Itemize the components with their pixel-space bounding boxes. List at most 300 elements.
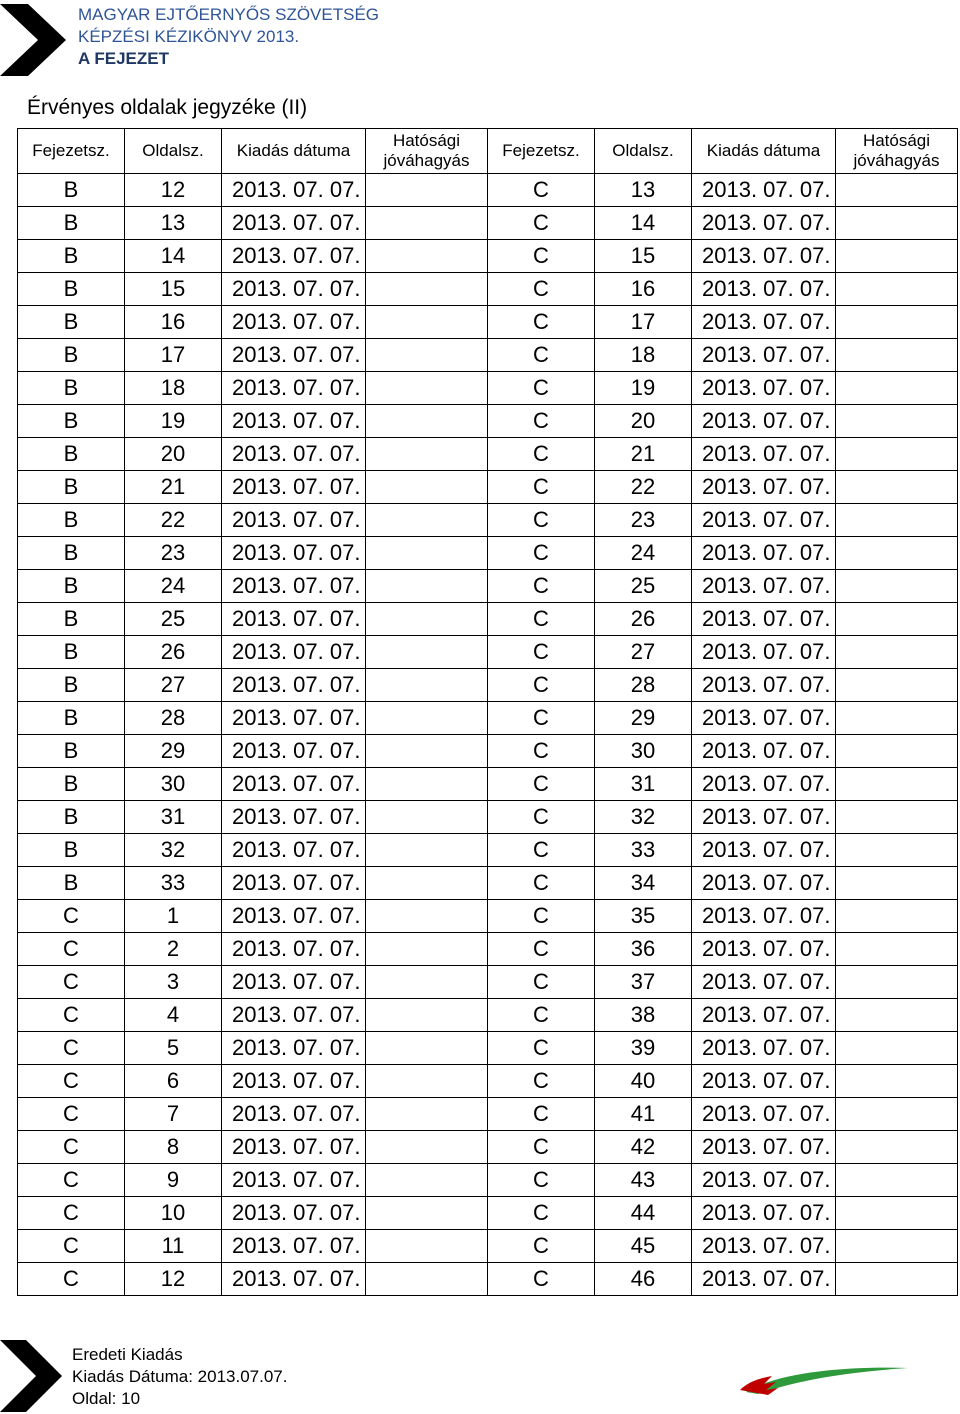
date-cell: 2013. 07. 07. xyxy=(692,702,836,735)
date-cell: 2013. 07. 07. xyxy=(692,537,836,570)
table-row xyxy=(18,669,958,702)
header-chapter: A FEJEZET xyxy=(78,49,169,68)
page-cell: 39 xyxy=(595,1032,692,1065)
page-cell: 46 xyxy=(595,1263,692,1296)
chapter-cell: C xyxy=(488,339,595,372)
approval-cell xyxy=(836,1230,958,1263)
date-cell: 2013. 07. 07. xyxy=(222,306,366,339)
date-cell: 2013. 07. 07. xyxy=(222,240,366,273)
chapter-cell: C xyxy=(488,1164,595,1197)
approval-cell xyxy=(366,372,488,405)
chapter-cell: C xyxy=(488,537,595,570)
date-cell: 2013. 07. 07. xyxy=(222,603,366,636)
date-cell: 2013. 07. 07. xyxy=(692,570,836,603)
chapter-cell: B xyxy=(18,207,125,240)
date-cell: 2013. 07. 07. xyxy=(692,372,836,405)
approval-cell xyxy=(836,471,958,504)
chapter-cell: B xyxy=(18,702,125,735)
approval-cell xyxy=(836,1065,958,1098)
chapter-cell: C xyxy=(488,735,595,768)
chapter-cell: C xyxy=(488,966,595,999)
chapter-cell: C xyxy=(18,999,125,1032)
page-cell: 1 xyxy=(125,900,222,933)
approval-cell xyxy=(366,669,488,702)
approval-cell xyxy=(836,966,958,999)
table-row xyxy=(18,735,958,768)
page-cell: 12 xyxy=(125,174,222,207)
date-cell: 2013. 07. 07. xyxy=(222,636,366,669)
approval-cell xyxy=(836,933,958,966)
date-cell: 2013. 07. 07. xyxy=(692,900,836,933)
approval-cell xyxy=(836,867,958,900)
approval-cell xyxy=(366,1164,488,1197)
date-cell: 2013. 07. 07. xyxy=(222,537,366,570)
table-row xyxy=(18,801,958,834)
page-cell: 44 xyxy=(595,1197,692,1230)
page-cell: 7 xyxy=(125,1098,222,1131)
date-cell: 2013. 07. 07. xyxy=(222,933,366,966)
page-cell: 12 xyxy=(125,1263,222,1296)
chapter-cell: C xyxy=(18,1098,125,1131)
date-cell: 2013. 07. 07. xyxy=(222,1197,366,1230)
table-row xyxy=(18,174,958,207)
approval-cell xyxy=(366,240,488,273)
approval-cell xyxy=(836,438,958,471)
date-cell: 2013. 07. 07. xyxy=(222,1164,366,1197)
chapter-cell: C xyxy=(18,1065,125,1098)
page-cell: 21 xyxy=(125,471,222,504)
table-row xyxy=(18,867,958,900)
column-header: Hatósági jóváhagyás xyxy=(366,129,488,174)
footer-date: Kiadás Dátuma: 2013.07.07. xyxy=(72,1367,288,1386)
page-cell: 40 xyxy=(595,1065,692,1098)
page-cell: 38 xyxy=(595,999,692,1032)
chapter-cell: C xyxy=(488,471,595,504)
date-cell: 2013. 07. 07. xyxy=(222,1032,366,1065)
page-cell: 23 xyxy=(595,504,692,537)
page-title: Érvényes oldalak jegyzéke (II) xyxy=(27,96,308,119)
date-cell: 2013. 07. 07. xyxy=(222,174,366,207)
page-cell: 29 xyxy=(595,702,692,735)
page-cell: 8 xyxy=(125,1131,222,1164)
page-cell: 9 xyxy=(125,1164,222,1197)
table-row xyxy=(18,966,958,999)
approval-cell xyxy=(836,174,958,207)
date-cell: 2013. 07. 07. xyxy=(692,867,836,900)
date-cell: 2013. 07. 07. xyxy=(692,1164,836,1197)
chapter-cell: C xyxy=(18,966,125,999)
approval-cell xyxy=(366,834,488,867)
table-row xyxy=(18,768,958,801)
approval-cell xyxy=(836,405,958,438)
table-row xyxy=(18,603,958,636)
document-footer xyxy=(72,1344,287,1410)
chapter-cell: C xyxy=(488,933,595,966)
chapter-cell: B xyxy=(18,570,125,603)
page-cell: 27 xyxy=(125,669,222,702)
chapter-cell: C xyxy=(18,1164,125,1197)
date-cell: 2013. 07. 07. xyxy=(692,834,836,867)
date-cell: 2013. 07. 07. xyxy=(222,1065,366,1098)
date-cell: 2013. 07. 07. xyxy=(692,273,836,306)
chapter-cell: C xyxy=(18,1032,125,1065)
page-cell: 27 xyxy=(595,636,692,669)
chapter-cell: C xyxy=(488,174,595,207)
date-cell: 2013. 07. 07. xyxy=(222,966,366,999)
approval-cell xyxy=(366,900,488,933)
approval-cell xyxy=(836,1032,958,1065)
page-cell: 33 xyxy=(595,834,692,867)
date-cell: 2013. 07. 07. xyxy=(692,966,836,999)
approval-cell xyxy=(836,273,958,306)
page-cell: 41 xyxy=(595,1098,692,1131)
approval-cell xyxy=(836,1164,958,1197)
page-cell: 19 xyxy=(125,405,222,438)
approval-cell xyxy=(366,867,488,900)
page-cell: 26 xyxy=(125,636,222,669)
page-cell: 24 xyxy=(595,537,692,570)
chapter-cell: C xyxy=(18,900,125,933)
chapter-cell: C xyxy=(488,1098,595,1131)
date-cell: 2013. 07. 07. xyxy=(692,471,836,504)
table-row xyxy=(18,504,958,537)
chapter-cell: B xyxy=(18,471,125,504)
page-cell: 16 xyxy=(595,273,692,306)
page-cell: 31 xyxy=(125,801,222,834)
page-cell: 10 xyxy=(125,1197,222,1230)
chapter-cell: C xyxy=(488,570,595,603)
page-cell: 13 xyxy=(125,207,222,240)
date-cell: 2013. 07. 07. xyxy=(692,240,836,273)
chapter-cell: C xyxy=(488,834,595,867)
approval-cell xyxy=(366,570,488,603)
page-cell: 22 xyxy=(595,471,692,504)
page-cell: 19 xyxy=(595,372,692,405)
column-header: Kiadás dátuma xyxy=(692,129,836,174)
chapter-cell: C xyxy=(488,900,595,933)
table-row xyxy=(18,273,958,306)
chapter-cell: C xyxy=(488,636,595,669)
page-cell: 32 xyxy=(125,834,222,867)
page-cell: 18 xyxy=(595,339,692,372)
approval-cell xyxy=(366,1098,488,1131)
date-cell: 2013. 07. 07. xyxy=(692,174,836,207)
chevron-logo-icon xyxy=(0,1340,62,1412)
chapter-cell: C xyxy=(18,933,125,966)
date-cell: 2013. 07. 07. xyxy=(222,867,366,900)
chapter-cell: B xyxy=(18,537,125,570)
chapter-cell: B xyxy=(18,504,125,537)
date-cell: 2013. 07. 07. xyxy=(692,933,836,966)
date-cell: 2013. 07. 07. xyxy=(692,636,836,669)
chapter-cell: B xyxy=(18,801,125,834)
approval-cell xyxy=(366,1230,488,1263)
chapter-cell: B xyxy=(18,240,125,273)
approval-cell xyxy=(836,702,958,735)
table-row xyxy=(18,834,958,867)
chapter-cell: C xyxy=(488,405,595,438)
chapter-cell: C xyxy=(488,504,595,537)
approval-cell xyxy=(366,603,488,636)
chapter-cell: C xyxy=(488,1230,595,1263)
page-cell: 32 xyxy=(595,801,692,834)
page-cell: 30 xyxy=(595,735,692,768)
approval-cell xyxy=(836,636,958,669)
approval-cell xyxy=(836,1098,958,1131)
approval-cell xyxy=(366,438,488,471)
chapter-cell: B xyxy=(18,306,125,339)
chapter-cell: C xyxy=(488,1065,595,1098)
date-cell: 2013. 07. 07. xyxy=(222,834,366,867)
approval-cell xyxy=(366,1065,488,1098)
table-row xyxy=(18,1197,958,1230)
date-cell: 2013. 07. 07. xyxy=(222,405,366,438)
chapter-cell: C xyxy=(488,306,595,339)
date-cell: 2013. 07. 07. xyxy=(692,999,836,1032)
chapter-cell: C xyxy=(18,1263,125,1296)
chapter-cell: C xyxy=(488,702,595,735)
page-cell: 15 xyxy=(125,273,222,306)
date-cell: 2013. 07. 07. xyxy=(222,471,366,504)
column-header: Kiadás dátuma xyxy=(222,129,366,174)
page-cell: 45 xyxy=(595,1230,692,1263)
chapter-cell: B xyxy=(18,405,125,438)
document-header xyxy=(78,4,379,70)
chapter-cell: B xyxy=(18,735,125,768)
page-cell: 17 xyxy=(125,339,222,372)
approval-cell xyxy=(836,834,958,867)
table-row xyxy=(18,207,958,240)
approval-cell xyxy=(836,1263,958,1296)
date-cell: 2013. 07. 07. xyxy=(222,1131,366,1164)
page-cell: 13 xyxy=(595,174,692,207)
page-cell: 28 xyxy=(125,702,222,735)
chapter-cell: C xyxy=(18,1131,125,1164)
table-row xyxy=(18,570,958,603)
column-header: Oldalsz. xyxy=(595,129,692,174)
chapter-cell: C xyxy=(488,273,595,306)
chapter-cell: C xyxy=(488,1032,595,1065)
date-cell: 2013. 07. 07. xyxy=(692,306,836,339)
approval-cell xyxy=(366,801,488,834)
page-cell: 20 xyxy=(595,405,692,438)
approval-cell xyxy=(366,174,488,207)
chapter-cell: C xyxy=(488,669,595,702)
chapter-cell: C xyxy=(488,207,595,240)
column-header: Fejezetsz. xyxy=(18,129,125,174)
approval-cell xyxy=(836,372,958,405)
date-cell: 2013. 07. 07. xyxy=(222,1230,366,1263)
approval-cell xyxy=(366,1263,488,1296)
table-row xyxy=(18,537,958,570)
table-row xyxy=(18,900,958,933)
approval-cell xyxy=(836,900,958,933)
chapter-cell: C xyxy=(488,1263,595,1296)
page-cell: 36 xyxy=(595,933,692,966)
table-row xyxy=(18,1230,958,1263)
approval-cell xyxy=(366,471,488,504)
approval-cell xyxy=(836,999,958,1032)
date-cell: 2013. 07. 07. xyxy=(222,702,366,735)
chapter-cell: B xyxy=(18,603,125,636)
date-cell: 2013. 07. 07. xyxy=(222,570,366,603)
page-cell: 4 xyxy=(125,999,222,1032)
page-cell: 16 xyxy=(125,306,222,339)
chapter-cell: C xyxy=(488,999,595,1032)
page-cell: 29 xyxy=(125,735,222,768)
date-cell: 2013. 07. 07. xyxy=(692,603,836,636)
approval-cell xyxy=(366,339,488,372)
date-cell: 2013. 07. 07. xyxy=(222,999,366,1032)
page-cell: 31 xyxy=(595,768,692,801)
page-cell: 14 xyxy=(125,240,222,273)
page-cell: 43 xyxy=(595,1164,692,1197)
page-cell: 25 xyxy=(125,603,222,636)
table-header-row xyxy=(18,129,958,174)
page-cell: 33 xyxy=(125,867,222,900)
column-header: Hatósági jóváhagyás xyxy=(836,129,958,174)
page-cell: 37 xyxy=(595,966,692,999)
date-cell: 2013. 07. 07. xyxy=(692,1065,836,1098)
date-cell: 2013. 07. 07. xyxy=(692,1131,836,1164)
page-cell: 20 xyxy=(125,438,222,471)
table-row xyxy=(18,339,958,372)
date-cell: 2013. 07. 07. xyxy=(692,768,836,801)
table-row xyxy=(18,1032,958,1065)
table-row xyxy=(18,1065,958,1098)
approval-cell xyxy=(836,735,958,768)
date-cell: 2013. 07. 07. xyxy=(222,438,366,471)
date-cell: 2013. 07. 07. xyxy=(692,1263,836,1296)
chapter-cell: C xyxy=(488,240,595,273)
approval-cell xyxy=(366,933,488,966)
chapter-cell: C xyxy=(488,1197,595,1230)
page-cell: 26 xyxy=(595,603,692,636)
chapter-cell: C xyxy=(488,867,595,900)
page-cell: 6 xyxy=(125,1065,222,1098)
page-cell: 42 xyxy=(595,1131,692,1164)
date-cell: 2013. 07. 07. xyxy=(222,339,366,372)
column-header: Oldalsz. xyxy=(125,129,222,174)
approval-cell xyxy=(366,735,488,768)
date-cell: 2013. 07. 07. xyxy=(692,801,836,834)
approval-cell xyxy=(366,999,488,1032)
date-cell: 2013. 07. 07. xyxy=(222,1098,366,1131)
approval-cell xyxy=(366,702,488,735)
date-cell: 2013. 07. 07. xyxy=(692,1197,836,1230)
column-header: Fejezetsz. xyxy=(488,129,595,174)
page-cell: 14 xyxy=(595,207,692,240)
date-cell: 2013. 07. 07. xyxy=(222,504,366,537)
page-cell: 3 xyxy=(125,966,222,999)
chapter-cell: B xyxy=(18,768,125,801)
page-cell: 2 xyxy=(125,933,222,966)
page-cell: 17 xyxy=(595,306,692,339)
approval-cell xyxy=(836,537,958,570)
date-cell: 2013. 07. 07. xyxy=(222,273,366,306)
chapter-cell: C xyxy=(488,438,595,471)
date-cell: 2013. 07. 07. xyxy=(222,735,366,768)
date-cell: 2013. 07. 07. xyxy=(692,669,836,702)
chapter-cell: B xyxy=(18,636,125,669)
approval-cell xyxy=(836,768,958,801)
approval-cell xyxy=(366,966,488,999)
approval-cell xyxy=(366,306,488,339)
page-cell: 34 xyxy=(595,867,692,900)
chapter-cell: C xyxy=(488,801,595,834)
chapter-cell: B xyxy=(18,438,125,471)
chapter-cell: B xyxy=(18,273,125,306)
approval-cell xyxy=(366,504,488,537)
approval-cell xyxy=(836,240,958,273)
page-cell: 18 xyxy=(125,372,222,405)
table-row xyxy=(18,306,958,339)
date-cell: 2013. 07. 07. xyxy=(692,1032,836,1065)
page-cell: 25 xyxy=(595,570,692,603)
table-body xyxy=(18,174,958,1296)
chapter-cell: B xyxy=(18,867,125,900)
approval-cell xyxy=(836,1197,958,1230)
swoosh-emblem-icon xyxy=(738,1362,910,1398)
page-cell: 30 xyxy=(125,768,222,801)
page-cell: 24 xyxy=(125,570,222,603)
approval-cell xyxy=(836,1131,958,1164)
page-cell: 15 xyxy=(595,240,692,273)
approval-cell xyxy=(366,405,488,438)
chapter-cell: B xyxy=(18,669,125,702)
table-row xyxy=(18,636,958,669)
approval-cell xyxy=(366,537,488,570)
table-row xyxy=(18,999,958,1032)
chapter-cell: B xyxy=(18,174,125,207)
approval-cell xyxy=(836,504,958,537)
table-row xyxy=(18,471,958,504)
date-cell: 2013. 07. 07. xyxy=(692,735,836,768)
chapter-cell: C xyxy=(488,603,595,636)
chapter-cell: B xyxy=(18,339,125,372)
approval-cell xyxy=(836,669,958,702)
date-cell: 2013. 07. 07. xyxy=(222,372,366,405)
table-row xyxy=(18,1131,958,1164)
date-cell: 2013. 07. 07. xyxy=(692,1098,836,1131)
table-row xyxy=(18,372,958,405)
approval-cell xyxy=(366,636,488,669)
approval-cell xyxy=(836,207,958,240)
table-row xyxy=(18,1098,958,1131)
date-cell: 2013. 07. 07. xyxy=(692,405,836,438)
approval-cell xyxy=(366,207,488,240)
approval-cell xyxy=(366,1131,488,1164)
date-cell: 2013. 07. 07. xyxy=(222,801,366,834)
page-cell: 21 xyxy=(595,438,692,471)
approval-cell xyxy=(366,768,488,801)
page-cell: 22 xyxy=(125,504,222,537)
date-cell: 2013. 07. 07. xyxy=(222,900,366,933)
table-row xyxy=(18,702,958,735)
approval-cell xyxy=(836,603,958,636)
approval-cell xyxy=(836,339,958,372)
date-cell: 2013. 07. 07. xyxy=(692,1230,836,1263)
chapter-cell: B xyxy=(18,372,125,405)
approval-cell xyxy=(836,801,958,834)
page-cell: 11 xyxy=(125,1230,222,1263)
approval-cell xyxy=(366,273,488,306)
footer-page: Oldal: 10 xyxy=(72,1389,141,1408)
date-cell: 2013. 07. 07. xyxy=(692,504,836,537)
page-cell: 35 xyxy=(595,900,692,933)
date-cell: 2013. 07. 07. xyxy=(222,768,366,801)
chevron-logo-icon xyxy=(0,4,66,76)
